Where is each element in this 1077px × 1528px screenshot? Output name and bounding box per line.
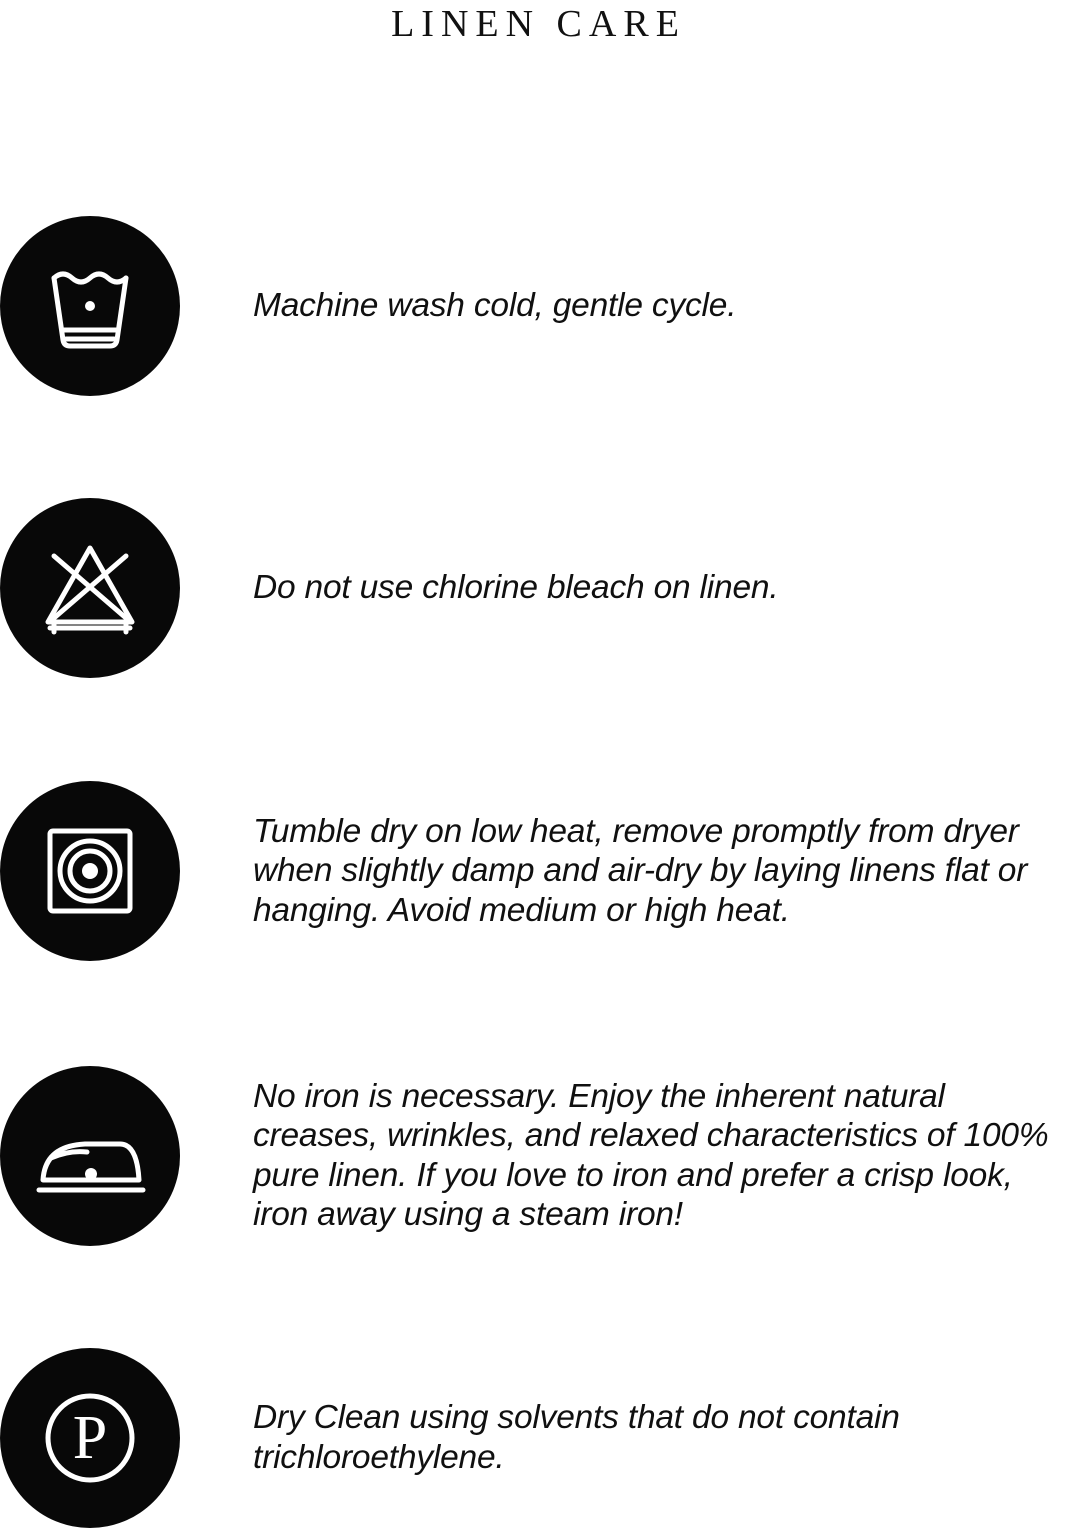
- list-item: [0, 781, 1077, 961]
- dry-clean-p-icon: [0, 1348, 180, 1528]
- tumble-dry-low-icon: [0, 781, 180, 961]
- list-item: [0, 498, 1077, 678]
- icon-container: [0, 216, 180, 396]
- icon-container: [0, 1348, 180, 1528]
- iron-icon: [0, 1066, 180, 1246]
- list-item: [0, 216, 1077, 396]
- care-instruction-text: Machine wash cold, gentle cycle.: [253, 287, 737, 325]
- list-item: [0, 1348, 1077, 1528]
- icon-container: [0, 498, 180, 678]
- care-instruction-text: No iron is necessary. Enjoy the inherent natural creases, wrinkles, and relaxed characteristics of 100% pure linen. If you love to iron and prefer a crisp look, iron away using a steam iron!: [253, 1077, 1049, 1234]
- page-title: LINEN CARE: [391, 3, 686, 45]
- care-instruction-text: Do not use chlorine bleach on linen.: [253, 569, 779, 607]
- do-not-bleach-icon: [0, 498, 180, 678]
- svg-text:P: P: [72, 1403, 108, 1472]
- icon-container: [0, 1066, 180, 1246]
- icon-container: [0, 781, 180, 961]
- list-item: [0, 1066, 1077, 1246]
- care-instruction-text: Dry Clean using solvents that do not contain trichloroethylene.: [253, 1399, 900, 1476]
- machine-wash-icon: [0, 216, 180, 396]
- care-instruction-text: Tumble dry on low heat, remove promptly from dryer when slightly damp and air-dry by laying linens flat or hanging. Avoid medium or high heat.: [253, 812, 1028, 929]
